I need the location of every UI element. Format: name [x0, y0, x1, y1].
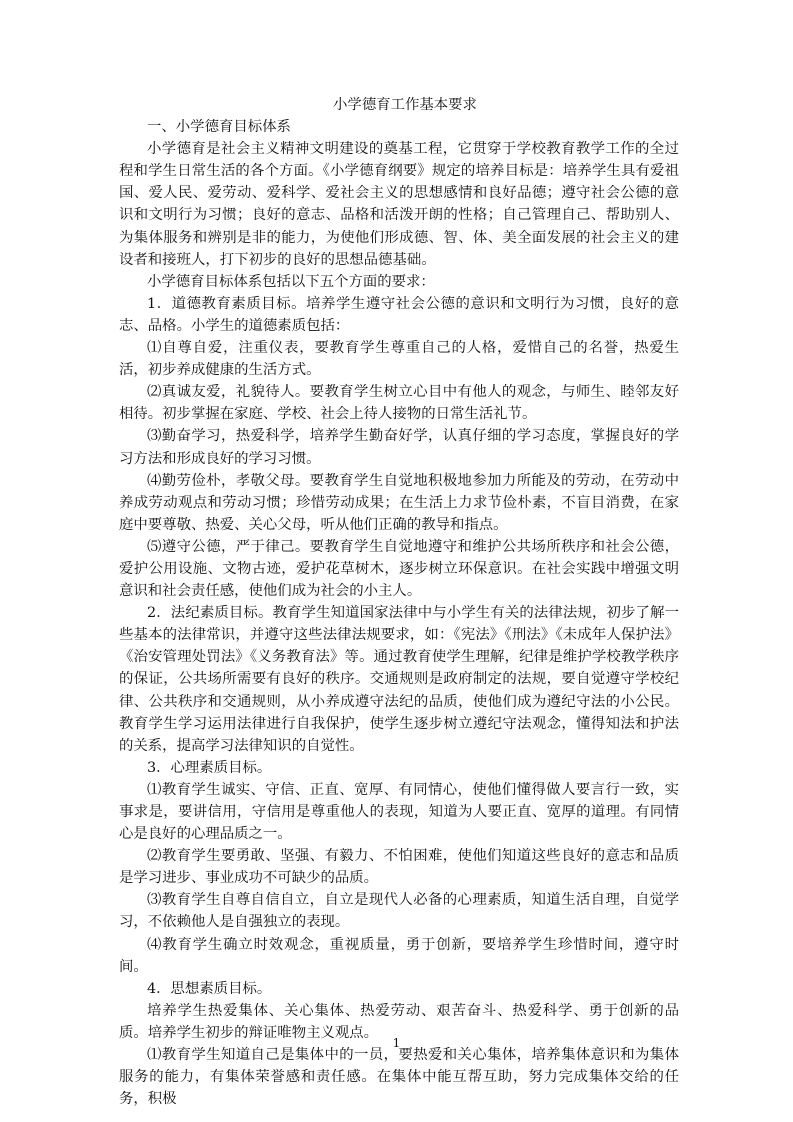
paragraph: ⑶勤奋学习，热爱科学，培养学生勤奋好学，认真仔细的学习态度，掌握良好的学习方法和形成良好的学习习惯。 [119, 428, 679, 467]
paragraph: ⑵真诚友爱，礼貌待人。要教育学生树立心目中有他人的观念，与师生、睦邻友好相待。初步掌握在家庭、学校、社会上待人接物的日常生活礼节。 [119, 384, 679, 423]
paragraph: ⑶教育学生自尊自信自立，自立是现代人必备的心理素质，知道生活自理，自觉学习，不依赖他人是自强独立的表现。 [119, 892, 679, 931]
paragraph: 3．心理素质目标。 [147, 759, 272, 776]
paragraph: 培养学生热爱集体、关心集体、热爱劳动、艰苦奋斗、热爱科学、勇于创新的品质。培养学生初步的辩证唯物主义观点。 [119, 1002, 679, 1041]
paragraph: 4．思想素质目标。 [147, 980, 272, 997]
document-title: 小学德育工作基本要求 [333, 97, 477, 113]
section-heading: 一、小学德育目标体系 [147, 119, 291, 136]
paragraph: 小学德育是社会主义精神文明建设的奠基工程，它贯穿于学校教育教学工作的全过程和学生日常生活的各个方面。《小学德育纲要》规定的培养目标是：培养学生具有爱祖国、爱人民、爱劳动、爱科学、爱社会主义的思想感情和良好品德；遵守社会公德的意识和文明行为习惯；良好的意志、品格和活泼开朗的性格；自己管理自己、帮助别人、为集体服务和辨别是非的能力，为使他们形成德、智、体、美全面发展的社会主义的建设者和接班人，打下初步的良好的思想品德基础。 [119, 141, 679, 268]
paragraph: ⑷勤劳俭朴，孝敬父母。要教育学生自觉地积极地参加力所能及的劳动，在劳动中养成劳动观点和劳动习惯；珍惜劳动成果；在生活上力求节俭朴素，不盲目消费，在家庭中要尊敬、热爱、关心父母，听从他们正确的教导和指点。 [119, 472, 679, 533]
paragraph: ⑷教育学生确立时效观念，重视质量，勇于创新，要培养学生珍惜时间，遵守时间。 [119, 936, 679, 975]
paragraph: ⑵教育学生要勇敢、坚强、有毅力、不怕困难，使他们知道这些良好的意志和品质是学习进步、事业成功不可缺少的品质。 [119, 848, 679, 887]
paragraph: 2．法纪素质目标。教育学生知道国家法律中与小学生有关的法律法规，初步了解一些基本的法律常识，并遵守这些法律法规要求，如：《宪法》《刑法》《未成年人保护法》《治安管理处罚法》《义务教育法》等。通过教育使学生理解，纪律是维护学校教学秩序的保证，公共场所需要有良好的秩序。交通规则是政府制定的法规，要自觉遵守学校纪律、公共秩序和交通规则，从小养成遵守法纪的品质，使他们成为遵纪守法的小公民。教育学生学习运用法律进行自我保护，使学生逐步树立遵纪守法观念，懂得知法和护法的关系，提高学习法律知识的自觉性。 [119, 605, 679, 754]
paragraph: 小学德育目标体系包括以下五个方面的要求： [147, 273, 435, 290]
paragraph: ⑴教育学生知道自己是集体中的一员，要热爱和关心集体，培养集体意识和为集体服务的能力，有集体荣誉感和责任感。在集体中能互帮互助，努力完成集体交给的任务，积极 [119, 1047, 679, 1108]
paragraph: 1．道德教育素质目标。培养学生遵守社会公德的意识和文明行为习惯，良好的意志、品格。小学生的道德素质包括： [119, 295, 679, 334]
paragraph: ⑸遵守公德，严于律己。要教育学生自觉地遵守和维护公共场所秩序和社会公德，爱护公用设施、文物古迹，爱护花草树木，逐步树立环保意识。在社会实践中增强文明意识和社会责任感，使他们成为社会的小主人。 [119, 538, 679, 600]
document-body [119, 94, 679, 1110]
paragraph: ⑴自尊自爱，注重仪表，要教育学生尊重自己的人格，爱惜自己的名誉，热爱生活，初步养成健康的生活方式。 [119, 340, 679, 379]
page-number: 1 [392, 1036, 401, 1050]
paragraph: ⑴教育学生诚实、守信、正直、宽厚、有同情心，使他们懂得做人要言行一致，实事求是，要讲信用，守信用是尊重他人的表现，知道为人要正直、宽厚的道理。有同情心是良好的心理品质之一。 [119, 781, 679, 843]
